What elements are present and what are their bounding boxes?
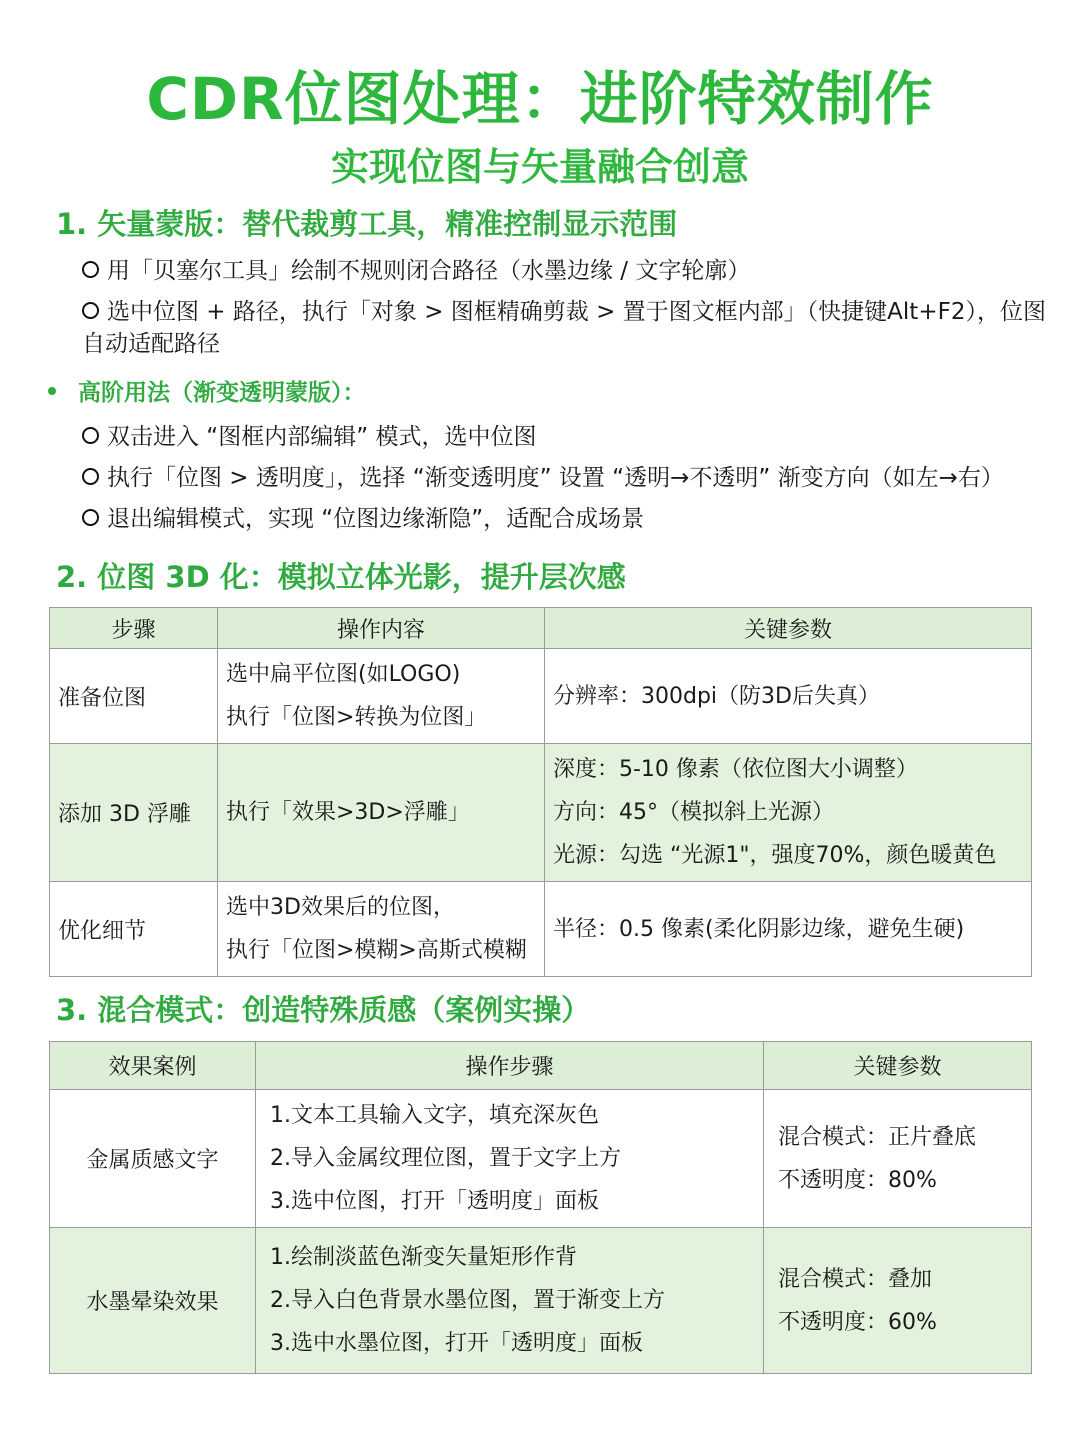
section2-table <box>49 607 1032 977</box>
cell-line: 执行「效果>3D>浮雕」 <box>226 800 470 825</box>
steps-cell <box>256 1090 764 1228</box>
cell-line: 混合模式：叠加 <box>778 1266 933 1292</box>
step-cell: 准备位图 <box>50 649 218 744</box>
params-cell <box>764 1090 1032 1228</box>
cell-line: 执行「位图>模糊>高斯式模糊 <box>226 938 527 963</box>
steps-cell <box>256 1228 764 1374</box>
table-row <box>50 1228 1032 1374</box>
table-header-row <box>50 608 1032 649</box>
cell-line: 半径：0.5 像素(柔化阴影边缘，避免生硬) <box>553 916 965 942</box>
column-header: 步骤 <box>50 608 218 649</box>
section1-heading: 1. 矢量蒙版：替代裁剪工具，精准控制显示范围 <box>56 207 678 241</box>
cell-line: 1.绘制淡蓝色渐变矢量矩形作背 <box>270 1245 577 1270</box>
table-row <box>50 744 1032 882</box>
column-header: 关键参数 <box>545 608 1032 649</box>
cell-line: 深度：5-10 像素（依位图大小调整） <box>553 757 918 782</box>
cell-line: 选中扁平位图(如LOGO) <box>226 662 461 687</box>
list-item-text: 选中位图 + 路径，执行「对象 > 图框精确剪裁 > 置于图文框内部」（快捷键Alt+F2），位图自动适配路径 <box>82 299 1046 357</box>
cell-line: 分辨率：300dpi（防3D后失真） <box>553 683 880 709</box>
ops-cell <box>218 649 545 744</box>
circle-bullet-icon <box>82 468 99 485</box>
page-title: CDR位图处理：进阶特效制作 <box>146 65 934 133</box>
cell-line: 不透明度：60% <box>778 1309 937 1335</box>
cell-line: 1.文本工具输入文字，填充深灰色 <box>270 1103 599 1128</box>
step-cell: 添加 3D 浮雕 <box>50 744 218 882</box>
list-item-text: 双击进入 “图框内部编辑” 模式，选中位图 <box>107 424 537 450</box>
table-header-row <box>50 1042 1032 1090</box>
dot-bullet-icon <box>48 387 56 395</box>
cell-line: 选中3D效果后的位图， <box>226 895 455 920</box>
ops-cell <box>218 744 545 882</box>
cell-line: 2.导入白色背景水墨位图，置于渐变上方 <box>270 1288 665 1313</box>
cell-line: 2.导入金属纹理位图，置于文字上方 <box>270 1146 621 1171</box>
cell-line: 方向：45°（模拟斜上光源） <box>553 800 834 825</box>
column-header: 操作步骤 <box>256 1042 764 1090</box>
step-cell: 优化细节 <box>50 882 218 977</box>
table-row <box>50 882 1032 977</box>
list-item-text: 退出编辑模式，实现 “位图边缘渐隐”，适配合成场景 <box>107 506 645 532</box>
params-cell <box>545 649 1032 744</box>
ops-cell <box>218 882 545 977</box>
list-item-text: 执行「位图 > 透明度」，选择 “渐变透明度” 设置 “透明→不透明” 渐变方向（如左→右） <box>107 465 1004 491</box>
section3-table <box>49 1041 1032 1374</box>
section3-heading: 3. 混合模式：创造特殊质感（案例实操） <box>56 993 591 1027</box>
table-row <box>50 1090 1032 1228</box>
table-row <box>50 649 1032 744</box>
circle-bullet-icon <box>82 509 99 526</box>
cell-line: 执行「位图>转换为位图」 <box>226 705 487 730</box>
cell-line: 不透明度：80% <box>778 1167 937 1193</box>
section1-subheading <box>48 374 366 407</box>
params-cell <box>545 882 1032 977</box>
list-item <box>82 296 1057 360</box>
circle-bullet-icon <box>82 427 99 444</box>
section2-heading: 2. 位图 3D 化：模拟立体光影，提升层次感 <box>56 560 626 594</box>
column-header: 操作内容 <box>218 608 545 649</box>
circle-bullet-icon <box>82 261 99 278</box>
list-item <box>82 421 1057 453</box>
list-item-text: 用「贝塞尔工具」绘制不规则闭合路径（水墨边缘 / 文字轮廓） <box>107 258 751 284</box>
list-item <box>82 462 1057 494</box>
subheading-text: 高阶用法（渐变透明蒙版）： <box>78 380 366 406</box>
cell-line: 光源：勾选 “光源1"，强度70%，颜色暖黄色 <box>553 843 997 868</box>
cell-line: 3.选中位图，打开「透明度」面板 <box>270 1189 599 1214</box>
cell-line: 混合模式：正片叠底 <box>778 1124 977 1150</box>
page-subtitle: 实现位图与矢量融合创意 <box>330 145 749 189</box>
case-cell: 金属质感文字 <box>50 1090 256 1228</box>
cell-line: 3.选中水墨位图，打开「透明度」面板 <box>270 1331 643 1356</box>
params-cell <box>764 1228 1032 1374</box>
circle-bullet-icon <box>82 302 99 319</box>
column-header: 关键参数 <box>764 1042 1032 1090</box>
column-header: 效果案例 <box>50 1042 256 1090</box>
case-cell: 水墨晕染效果 <box>50 1228 256 1374</box>
params-cell <box>545 744 1032 882</box>
list-item <box>82 255 1057 287</box>
list-item <box>82 503 1057 535</box>
